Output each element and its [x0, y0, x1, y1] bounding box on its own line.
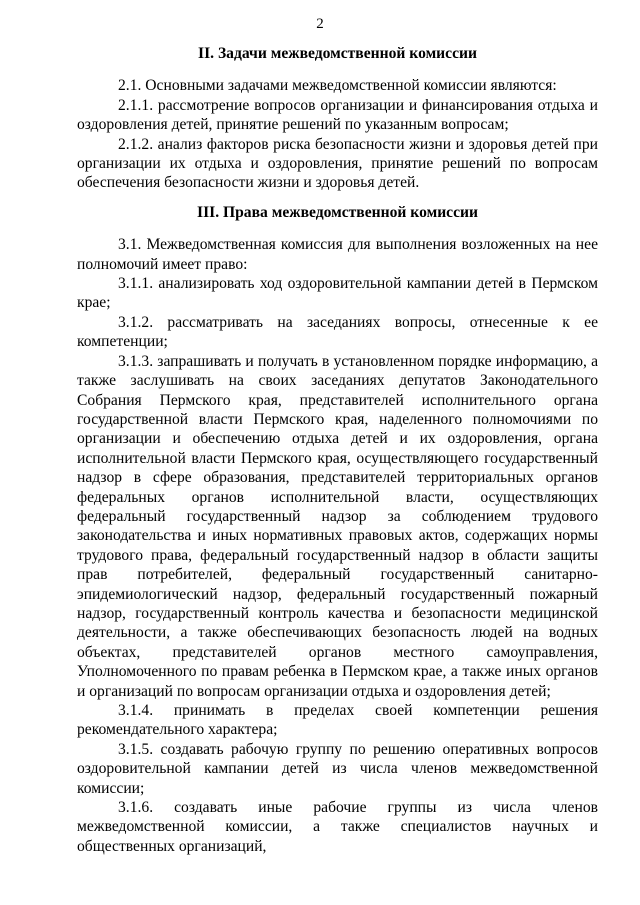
paragraph-2-1-2: 2.1.2. анализ факторов риска безопасности жизни и здоровья детей при организации их отдыха и оздоровления, принятие решений по вопросам обеспечения безопасности жизни и здоровья детей. — [77, 135, 598, 192]
paragraph-2-1: 2.1. Основными задачами межведомственной комиссии являются: — [118, 77, 557, 95]
document-body — [77, 44, 598, 856]
paragraph-3-1-2: 3.1.2. рассматривать на заседаниях вопросы, отнесенные к ее компетенции; — [77, 313, 598, 351]
section-heading-3: III. Права межведомственной комиссии — [197, 203, 478, 221]
page-number: 2 — [316, 16, 324, 32]
paragraph-3-1-1: 3.1.1. анализировать ход оздоровительной кампании детей в Пермском крае; — [77, 275, 598, 312]
paragraph-3-1: 3.1. Межведомственная комиссия для выполнения возложенных на нее полномочий имеет право: — [77, 236, 598, 273]
paragraph-3-1-5: 3.1.5. создавать рабочую группу по решению оперативных вопросов оздоровительной кампании детей из числа членов межведомственной комиссии; — [77, 740, 598, 797]
section-gap — [77, 193, 598, 203]
paragraph-3-1-6: 3.1.6. создавать иные рабочие группы из числа членов межведомственной комиссии, а также специалистов научных и общественных организаций, — [77, 799, 598, 855]
paragraph-3-1-3: 3.1.3. запрашивать и получать в установленном порядке информацию, а также заслушивать на своих заседаниях депутатов Законодательного Собрания Пермского края, представителей исполнительного органа государственной власти Пермского края, наделенного полномочиями по организации и обеспечению отдыха детей и их оздоровления, органа исполнительной власти Пермского края, осуществляющего государственный надзор в сфере образования, представителей территориальных органов федеральных органов исполнительной власти, осуществляющих федеральный государственный надзор за соблюдением трудового законодательства и иных нормативных правовых актов, содержащих нормы трудового права, федеральный государственный надзор в области защиты прав потребителей, федеральный государственный санитарно-эпидемиологический надзор, федеральный государственный пожарный надзор, государственный контроль качества и безопасности медицинской деятельности, а также обеспечивающих безопасность людей на водных объектах, представителей органов местного самоуправления, Уполномоченного по правам ребенка в Пермском крае, а также иных органов и организаций по вопросам организации отдыха и оздоровления детей; — [77, 352, 598, 700]
section-heading-2: II. Задачи межведомственной комиссии — [198, 45, 477, 62]
paragraph-3-1-4: 3.1.4. принимать в пределах своей компетенции решения рекомендательного характера; — [77, 702, 598, 739]
paragraph-2-1-1: 2.1.1. рассмотрение вопросов организации и финансирования отдыха и оздоровления детей, принятие решений по указанным вопросам; — [77, 96, 598, 134]
